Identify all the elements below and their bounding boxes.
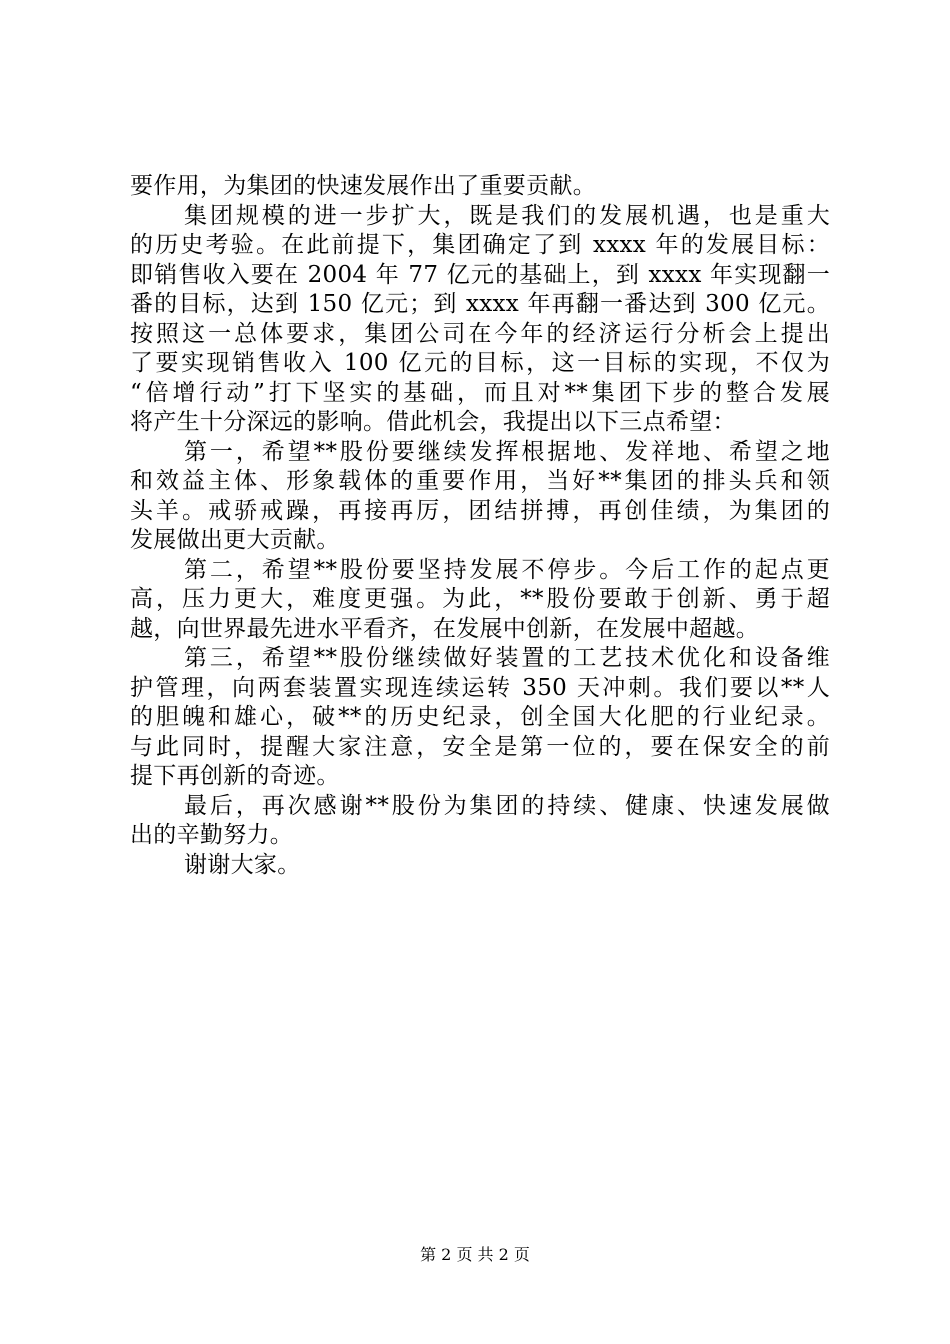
text-line: 与此同时，提醒大家注意，安全是第一位的，要在保安全的前 [130, 733, 830, 760]
text-line: 按照这一总体要求，集团公司在今年的经济运行分析会上提出 [130, 320, 830, 347]
text-line: 和效益主体、形象载体的重要作用，当好**集团的排头兵和领 [130, 468, 830, 494]
paragraph-first-line: 第一，希望**股份要继续发挥根据地、发祥地、希望之地 [184, 438, 830, 465]
text-line: 将产生十分深远的影响。借此机会，我提出以下三点希望： [130, 409, 736, 435]
text-line: 提下再创新的奇迹。 [130, 763, 340, 789]
paragraph-first-line: 第三，希望**股份继续做好装置的工艺技术优化和设备维 [184, 645, 830, 671]
page-number-label: 第 2 页 共 2 页 [420, 1245, 530, 1264]
text-line: 高，压力更大，难度更强。为此，**股份要敢于创新、勇于超 [130, 586, 830, 612]
text-line: 出的辛勤努力。 [130, 822, 294, 848]
text-line: 的历史考验。在此前提下，集团确定了到 xxxx 年的发展目标： [130, 232, 830, 258]
text-line: 发展做出更大贡献。 [130, 527, 340, 553]
page-footer [0, 1244, 950, 1266]
text-line: 护管理，向两套装置实现连续运转 350 天冲刺。我们要以**人 [130, 674, 830, 701]
text-line: “倍增行动”打下坚实的基础，而且对**集团下步的整合发展 [130, 379, 830, 406]
paragraph-first-line: 谢谢大家。 [184, 851, 301, 878]
text-line: 番的目标，达到 150 亿元；到 xxxx 年再翻一番达到 300 亿元。 [130, 291, 830, 317]
text-line: 的胆魄和雄心，破**的历史纪录，创全国大化肥的行业纪录。 [130, 704, 830, 730]
text-line: 了要实现销售收入 100 亿元的目标，这一目标的实现，不仅为 [130, 350, 830, 376]
paragraph-first-line: 集团规模的进一步扩大，既是我们的发展机遇，也是重大 [184, 202, 830, 229]
text-line: 要作用，为集团的快速发展作出了重要贡献。 [130, 173, 596, 199]
text-line: 头羊。戒骄戒躁，再接再厉，团结拼搏，再创佳绩，为集团的 [130, 497, 830, 524]
paragraph-first-line: 最后，再次感谢**股份为集团的持续、健康、快速发展做 [184, 792, 830, 819]
text-line: 越，向世界最先进水平看齐，在发展中创新，在发展中超越。 [130, 615, 760, 642]
document-body [130, 172, 830, 880]
paragraph-first-line: 第二，希望**股份要坚持发展不停步。今后工作的起点更 [184, 556, 830, 583]
text-line: 即销售收入要在 2004 年 77 亿元的基础上，到 xxxx 年实现翻一 [130, 261, 830, 288]
